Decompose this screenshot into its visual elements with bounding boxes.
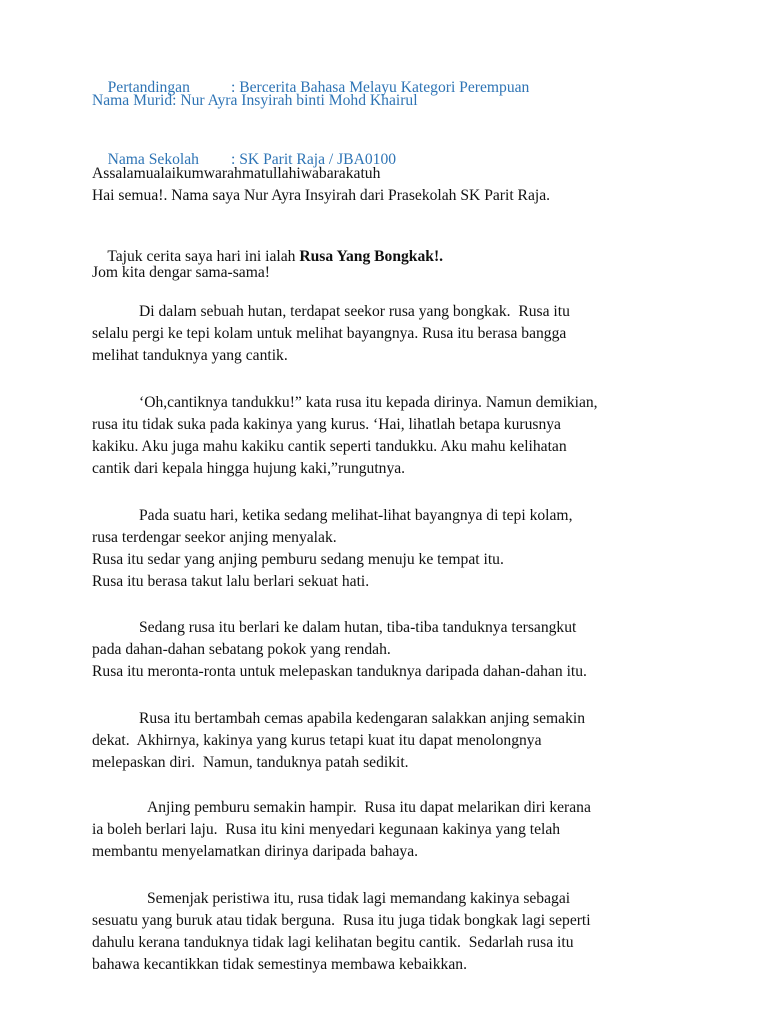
school-value: : SK Parit Raja / JBA0100 bbox=[231, 151, 397, 168]
student-name-line: Nama Murid: Nur Ayra Insyirah binti Mohd Khairul bbox=[92, 92, 418, 109]
story-line: Rusa itu meronta-ronta untuk melepaskan tanduknya daripada dahan-dahan itu. bbox=[92, 663, 587, 680]
story-line: Rusa itu berasa takut lalu berlari sekuat hati. bbox=[92, 573, 370, 590]
competition-label: Pertandingan bbox=[107, 79, 190, 96]
invite-line: Jom kita dengar sama-sama! bbox=[92, 264, 270, 281]
school-label: Nama Sekolah bbox=[107, 151, 199, 168]
story-line: dekat. Akhirnya, kakinya yang kurus tetapi kuat itu dapat menolongnya bbox=[92, 732, 542, 749]
story-line: Di dalam sebuah hutan, terdapat seekor rusa yang bongkak. Rusa itu bbox=[139, 303, 570, 320]
story-line: sesuatu yang buruk atau tidak berguna. Rusa itu juga tidak bongkak lagi seperti bbox=[92, 912, 591, 929]
greeting-line: Assalamualaikumwarahmatullahiwabarakatuh bbox=[92, 165, 381, 182]
story-line: Pada suatu hari, ketika sedang melihat-lihat bayangnya di tepi kolam, bbox=[139, 507, 573, 524]
story-line: Rusa itu sedar yang anjing pemburu sedang menuju ke tempat itu. bbox=[92, 551, 504, 568]
story-line: Rusa itu bertambah cemas apabila kedengaran salakkan anjing semakin bbox=[139, 710, 585, 727]
story-line: selalu pergi ke tepi kolam untuk melihat bayangnya. Rusa itu berasa bangga bbox=[92, 325, 567, 342]
story-line: bahawa kecantikkan tidak semestinya membawa kebaikkan. bbox=[92, 956, 467, 973]
story-line: dahulu kerana tanduknya tidak lagi kelihatan begitu cantik. Sedarlah rusa itu bbox=[92, 934, 574, 951]
story-line: ia boleh berlari laju. Rusa itu kini menyedari kegunaan kakinya yang telah bbox=[92, 821, 561, 838]
story-line: melihat tanduknya yang cantik. bbox=[92, 347, 288, 364]
story-line: kakiku. Aku juga mahu kakiku cantik seperti tandukku. Aku mahu kelihatan bbox=[92, 438, 567, 455]
story-line: Semenjak peristiwa itu, rusa tidak lagi memandang kakinya sebagai bbox=[147, 890, 571, 907]
story-line: membantu menyelamatkan dirinya daripada bahaya. bbox=[92, 843, 419, 860]
story-line: rusa terdengar seekor anjing menyalak. bbox=[92, 529, 337, 546]
title-prefix: Tajuk cerita saya hari ini ialah bbox=[107, 248, 300, 265]
competition-value: : Bercerita Bahasa Melayu Kategori Perempuan bbox=[231, 79, 530, 96]
story-line: cantik dari kepala hingga hujung kaki,”rungutnya. bbox=[92, 460, 406, 477]
hello-line: Hai semua!. Nama saya Nur Ayra Insyirah dari Prasekolah SK Parit Raja. bbox=[92, 187, 551, 204]
story-title: Rusa Yang Bongkak!. bbox=[299, 248, 444, 265]
story-line: Sedang rusa itu berlari ke dalam hutan, tiba-tiba tanduknya tersangkut bbox=[139, 619, 577, 636]
story-line: Anjing pemburu semakin hampir. Rusa itu dapat melarikan diri kerana bbox=[147, 799, 591, 816]
story-line: melepaskan diri. Namun, tanduknya patah sedikit. bbox=[92, 754, 409, 771]
story-line: pada dahan-dahan sebatang pokok yang rendah. bbox=[92, 641, 391, 658]
story-line: ‘Oh,cantiknya tandukku!” kata rusa itu kepada dirinya. Namun demikian, bbox=[139, 394, 598, 411]
story-line: rusa itu tidak suka pada kakinya yang kurus. ‘Hai, lihatlah betapa kurusnya bbox=[92, 416, 561, 433]
